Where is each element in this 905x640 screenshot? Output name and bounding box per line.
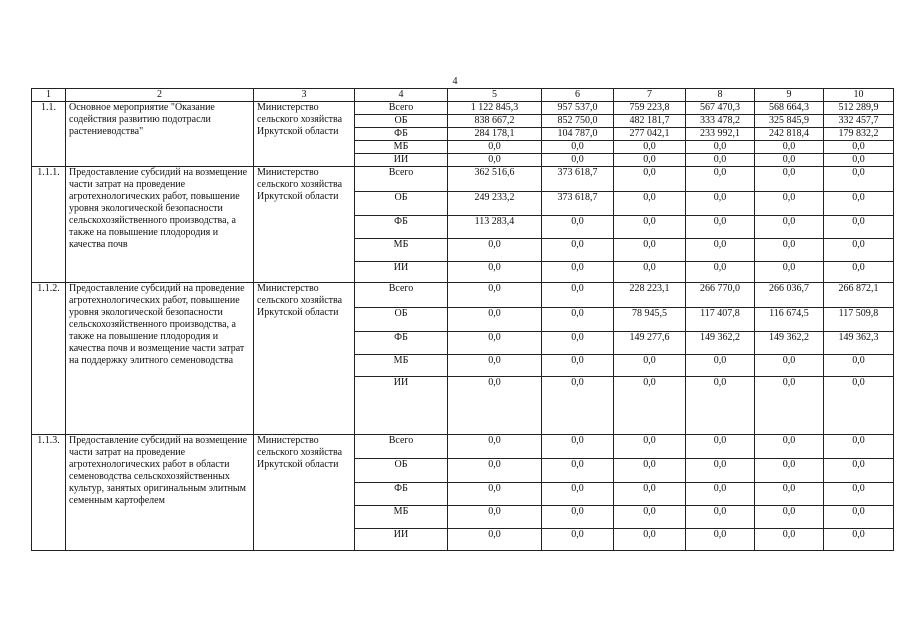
value-cell: 104 787,0: [542, 128, 614, 141]
value-cell: 0,0: [755, 141, 824, 154]
value-cell: 759 223,8: [614, 102, 686, 115]
value-cell: 277 042,1: [614, 128, 686, 141]
value-cell: 0,0: [755, 167, 824, 192]
value-cell: 373 618,7: [542, 192, 614, 216]
value-cell: 957 537,0: [542, 102, 614, 115]
value-cell: 0,0: [686, 506, 755, 529]
column-header: 6: [542, 89, 614, 102]
value-cell: 0,0: [614, 483, 686, 506]
funding-source: ИИ: [355, 262, 448, 283]
value-cell: 0,0: [824, 239, 894, 262]
value-cell: 0,0: [448, 506, 542, 529]
value-cell: 0,0: [448, 262, 542, 283]
value-cell: 0,0: [686, 355, 755, 377]
table-row: [32, 435, 894, 459]
value-cell: 0,0: [614, 154, 686, 167]
funding-source: ФБ: [355, 483, 448, 506]
responsible-org: Министерство сельского хозяйства Иркутской области: [254, 283, 355, 435]
table-row: [32, 283, 894, 308]
value-cell: 0,0: [686, 435, 755, 459]
value-cell: 0,0: [542, 154, 614, 167]
value-cell: 0,0: [448, 283, 542, 308]
value-cell: 0,0: [448, 435, 542, 459]
value-cell: 0,0: [824, 154, 894, 167]
value-cell: 325 845,9: [755, 115, 824, 128]
funding-source: ОБ: [355, 308, 448, 332]
value-cell: 149 362,2: [686, 332, 755, 355]
value-cell: 149 362,2: [755, 332, 824, 355]
value-cell: 0,0: [824, 216, 894, 239]
funding-source: МБ: [355, 141, 448, 154]
item-name: Предоставление субсидий на возмещение части затрат на проведение агротехнологических работ, повышение уровня экологической безопасности сельскохозяйственного производства, а также на повышение плодородия и качества почв: [66, 167, 254, 283]
value-cell: 117 407,8: [686, 308, 755, 332]
value-cell: 0,0: [542, 141, 614, 154]
value-cell: 0,0: [542, 459, 614, 483]
value-cell: 0,0: [542, 262, 614, 283]
item-name: Предоставление субсидий на возмещение части затрат на проведение агротехнологических работ в области семеноводства сельскохозяйственных культур, занятых оригинальным элитным семенным картофелем: [66, 435, 254, 551]
value-cell: 0,0: [448, 154, 542, 167]
value-cell: 228 223,1: [614, 283, 686, 308]
funding-source: ОБ: [355, 115, 448, 128]
value-cell: 0,0: [614, 435, 686, 459]
value-cell: 266 872,1: [824, 283, 894, 308]
value-cell: 284 178,1: [448, 128, 542, 141]
funding-source: МБ: [355, 506, 448, 529]
value-cell: 0,0: [448, 483, 542, 506]
column-header: 4: [355, 89, 448, 102]
value-cell: 0,0: [755, 216, 824, 239]
value-cell: 233 992,1: [686, 128, 755, 141]
value-cell: 0,0: [686, 141, 755, 154]
value-cell: 373 618,7: [542, 167, 614, 192]
value-cell: 0,0: [448, 355, 542, 377]
column-header: 7: [614, 89, 686, 102]
value-cell: 0,0: [824, 192, 894, 216]
value-cell: 0,0: [686, 154, 755, 167]
value-cell: 0,0: [542, 483, 614, 506]
value-cell: 567 470,3: [686, 102, 755, 115]
value-cell: 0,0: [542, 377, 614, 435]
funding-source: ОБ: [355, 192, 448, 216]
value-cell: 0,0: [824, 377, 894, 435]
value-cell: 0,0: [686, 167, 755, 192]
value-cell: 0,0: [614, 506, 686, 529]
value-cell: 0,0: [755, 529, 824, 551]
value-cell: 78 945,5: [614, 308, 686, 332]
value-cell: 0,0: [448, 141, 542, 154]
value-cell: 0,0: [755, 192, 824, 216]
funding-source: ФБ: [355, 216, 448, 239]
value-cell: 0,0: [448, 377, 542, 435]
value-cell: 0,0: [686, 529, 755, 551]
value-cell: 0,0: [824, 355, 894, 377]
funding-source: Всего: [355, 435, 448, 459]
value-cell: 0,0: [614, 355, 686, 377]
value-cell: 0,0: [755, 239, 824, 262]
value-cell: 0,0: [614, 239, 686, 262]
value-cell: 0,0: [686, 459, 755, 483]
value-cell: 0,0: [755, 355, 824, 377]
value-cell: 0,0: [755, 506, 824, 529]
value-cell: 838 667,2: [448, 115, 542, 128]
value-cell: 0,0: [686, 192, 755, 216]
value-cell: 113 283,4: [448, 216, 542, 239]
value-cell: 242 818,4: [755, 128, 824, 141]
table-row: [32, 102, 894, 115]
value-cell: 0,0: [755, 435, 824, 459]
value-cell: 266 036,7: [755, 283, 824, 308]
value-cell: 0,0: [614, 459, 686, 483]
value-cell: 568 664,3: [755, 102, 824, 115]
value-cell: 0,0: [824, 483, 894, 506]
value-cell: 0,0: [614, 216, 686, 239]
funding-source: ОБ: [355, 459, 448, 483]
responsible-org: Министерство сельского хозяйства Иркутской области: [254, 435, 355, 551]
column-header: 3: [254, 89, 355, 102]
value-cell: 0,0: [755, 377, 824, 435]
value-cell: 0,0: [824, 459, 894, 483]
value-cell: 0,0: [755, 262, 824, 283]
value-cell: 0,0: [448, 332, 542, 355]
responsible-org: Министерство сельского хозяйства Иркутской области: [254, 102, 355, 167]
value-cell: 0,0: [686, 239, 755, 262]
value-cell: 362 516,6: [448, 167, 542, 192]
value-cell: 0,0: [542, 355, 614, 377]
item-number: 1.1.1.: [32, 167, 66, 283]
value-cell: 149 277,6: [614, 332, 686, 355]
item-number: 1.1.: [32, 102, 66, 167]
value-cell: 0,0: [755, 483, 824, 506]
value-cell: 0,0: [542, 529, 614, 551]
value-cell: 0,0: [824, 167, 894, 192]
value-cell: 179 832,2: [824, 128, 894, 141]
funding-source: МБ: [355, 239, 448, 262]
value-cell: 0,0: [542, 332, 614, 355]
value-cell: 0,0: [614, 167, 686, 192]
column-header-row: [32, 89, 894, 102]
value-cell: 0,0: [614, 192, 686, 216]
value-cell: 0,0: [614, 262, 686, 283]
table-row: [32, 167, 894, 192]
value-cell: 482 181,7: [614, 115, 686, 128]
item-name: Предоставление субсидий на проведение агротехнологических работ, повышение уровня экологической безопасности сельскохозяйственного производства, а также на повышение плодородия и качества почв и возмещение части затрат на поддержку элитного семеноводства: [66, 283, 254, 435]
value-cell: 0,0: [614, 529, 686, 551]
column-header: 10: [824, 89, 894, 102]
value-cell: 0,0: [824, 262, 894, 283]
funding-source: ИИ: [355, 154, 448, 167]
value-cell: 0,0: [614, 377, 686, 435]
budget-table: [31, 88, 894, 551]
value-cell: 0,0: [824, 141, 894, 154]
value-cell: 0,0: [824, 435, 894, 459]
value-cell: 0,0: [448, 239, 542, 262]
value-cell: 0,0: [614, 141, 686, 154]
value-cell: 0,0: [755, 154, 824, 167]
value-cell: 0,0: [542, 216, 614, 239]
value-cell: 0,0: [448, 308, 542, 332]
value-cell: 0,0: [448, 459, 542, 483]
value-cell: 852 750,0: [542, 115, 614, 128]
funding-source: Всего: [355, 102, 448, 115]
value-cell: 0,0: [542, 435, 614, 459]
item-name: Основное мероприятие "Оказание содействия развитию подотрасли растениеводства": [66, 102, 254, 167]
value-cell: 149 362,3: [824, 332, 894, 355]
value-cell: 116 674,5: [755, 308, 824, 332]
value-cell: 0,0: [448, 529, 542, 551]
column-header: 9: [755, 89, 824, 102]
value-cell: 0,0: [686, 483, 755, 506]
column-header: 1: [32, 89, 66, 102]
value-cell: 1 122 845,3: [448, 102, 542, 115]
funding-source: ФБ: [355, 332, 448, 355]
funding-source: МБ: [355, 355, 448, 377]
value-cell: 117 509,8: [824, 308, 894, 332]
funding-source: ИИ: [355, 377, 448, 435]
value-cell: 0,0: [686, 262, 755, 283]
funding-source: Всего: [355, 167, 448, 192]
value-cell: 0,0: [542, 308, 614, 332]
value-cell: 0,0: [824, 506, 894, 529]
value-cell: 332 457,7: [824, 115, 894, 128]
value-cell: 0,0: [542, 506, 614, 529]
funding-source: Всего: [355, 283, 448, 308]
funding-source: ИИ: [355, 529, 448, 551]
value-cell: 0,0: [686, 377, 755, 435]
value-cell: 0,0: [686, 216, 755, 239]
value-cell: 266 770,0: [686, 283, 755, 308]
column-header: 2: [66, 89, 254, 102]
value-cell: 0,0: [542, 239, 614, 262]
column-header: 5: [448, 89, 542, 102]
value-cell: 249 233,2: [448, 192, 542, 216]
column-header: 8: [686, 89, 755, 102]
value-cell: 333 478,2: [686, 115, 755, 128]
page-number: 4: [452, 76, 458, 87]
value-cell: 0,0: [824, 529, 894, 551]
responsible-org: Министерство сельского хозяйства Иркутской области: [254, 167, 355, 283]
item-number: 1.1.3.: [32, 435, 66, 551]
value-cell: 0,0: [755, 459, 824, 483]
funding-source: ФБ: [355, 128, 448, 141]
value-cell: 512 289,9: [824, 102, 894, 115]
item-number: 1.1.2.: [32, 283, 66, 435]
value-cell: 0,0: [542, 283, 614, 308]
